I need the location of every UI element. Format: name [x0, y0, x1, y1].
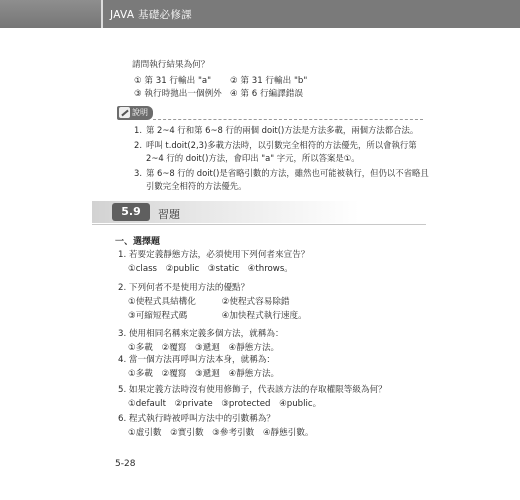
note-divider — [153, 119, 423, 120]
note-item-text: 第 6~8 行的 doit()是省略引數的方法，雖然也可能被執行，但仍以不省略且引數完全相符的方法優先。 — [146, 168, 429, 191]
question-text: 6. 程式執行時被呼叫方法中的引數稱為？ — [118, 414, 276, 424]
exercise-question — [118, 412, 438, 440]
option-1: ① 第 31 行輸出 "a" — [134, 76, 212, 86]
exercise-question — [118, 248, 438, 276]
section-title: 習題 — [158, 208, 180, 221]
section-underline — [92, 224, 426, 225]
note-item — [134, 124, 434, 137]
question-choices: ①class ②public ③static ④throws。 — [128, 264, 293, 274]
page-number: 5-28 — [115, 459, 136, 469]
question-choices: ①default ②private ③protected ④public。 — [128, 399, 322, 409]
section-number: 5.9 — [112, 203, 150, 221]
exercise-question — [118, 281, 438, 323]
option-4: ④ 第 6 行編譯錯誤 — [230, 89, 303, 99]
question-choices: ①多載 ②覆寫 ③遞迴 ④靜態方法。 — [128, 343, 280, 353]
exercise-question — [118, 353, 438, 381]
question-choices: ①多載 ②覆寫 ③遞迴 ④靜態方法。 — [128, 369, 280, 379]
question-text: 1. 若要定義靜態方法，必須使用下列何者來宣告？ — [118, 250, 310, 260]
question-text: 2. 下列何者不是使用方法的優點？ — [118, 283, 250, 293]
question-prompt: 請問執行結果為何？ — [132, 60, 210, 70]
note-item-number: 2. — [134, 140, 142, 150]
exercise-heading: 一、選擇題 — [115, 237, 161, 247]
question-choices: ①使程式具結構化 ②使程式容易除錯 — [128, 297, 290, 307]
note-item-number: 1. — [134, 125, 142, 135]
note-item — [134, 167, 434, 193]
option-3: ③ 執行時拋出一個例外 — [134, 89, 222, 99]
note-item — [134, 139, 434, 165]
note-item-text: 呼叫 t.doit(2,3)多載方法時，以引數完全相符的方法優先，所以會執行第 2~4 行的 doit()方法，會印出 "a" 字元，所以答案是①。 — [146, 140, 417, 163]
note-badge — [117, 106, 153, 120]
note-item-number: 3. — [134, 168, 142, 178]
exercise-question — [118, 383, 438, 411]
pencil-icon — [119, 107, 130, 118]
question-text: 4. 當一個方法再呼叫方法本身，就稱為： — [118, 355, 276, 365]
running-header-title: JAVA 基礎必修課 — [110, 9, 192, 21]
note-list — [134, 124, 434, 195]
question-choices: ③可縮短程式碼 ④加快程式執行速度。 — [128, 311, 307, 321]
exercise-question — [118, 327, 438, 355]
note-badge-label: 說明 — [132, 108, 148, 117]
question-text: 3. 使用相同名稱來定義多個方法，就稱為： — [118, 329, 284, 339]
question-text: 5. 如果定義方法時沒有使用修飾子，代表該方法的存取權限等級為何？ — [118, 385, 387, 395]
question-choices: ①虛引數 ②實引數 ③參考引數 ④靜態引數。 — [128, 428, 314, 438]
option-2: ② 第 31 行輸出 "b" — [230, 76, 308, 86]
note-item-text: 第 2~4 行和第 6~8 行的兩個 doit()方法是方法多載，兩個方法都合法。 — [146, 125, 419, 135]
